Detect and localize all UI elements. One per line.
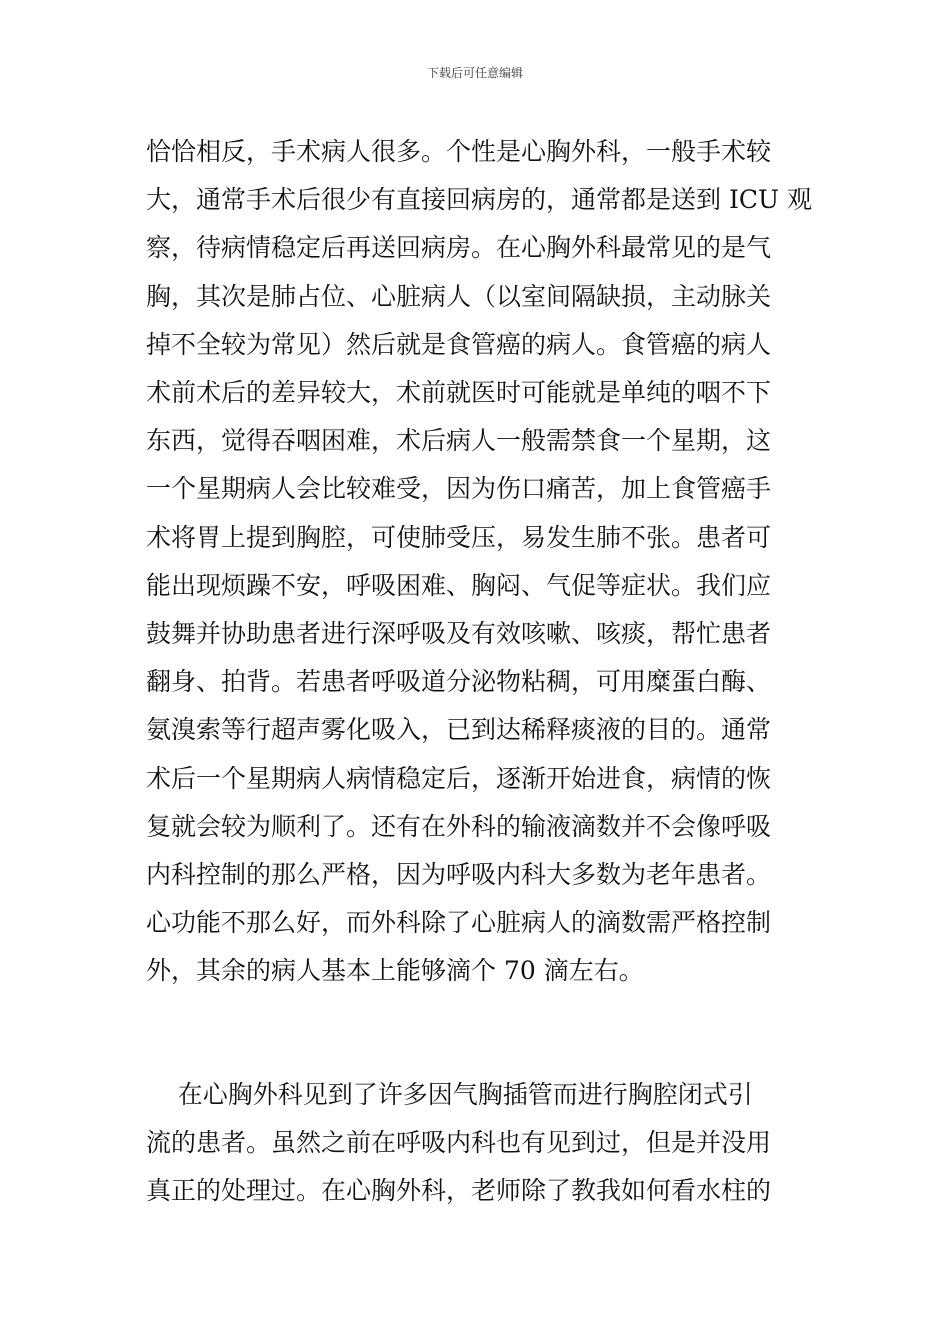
- text-line: 术将胃上提到胸腔，可使肺受压，易发生肺不张。患者可: [146, 522, 772, 552]
- text-line: 在心胸外科见到了许多因气胸插管而进行胸腔闭式引: [146, 1080, 753, 1109]
- text-line: 掉不全较为常见）然后就是食管癌的病人。食管癌的病人: [146, 329, 772, 359]
- text-line: 外，其余的病人基本上能够滴个 70 滴左右。: [146, 956, 644, 986]
- text-line: 流的患者。虽然之前在呼吸内科也有见到过，但是并没用: [146, 1128, 772, 1158]
- text-line: 心功能不那么好，而外科除了心脏病人的滴数需严格控制: [146, 908, 772, 938]
- text-line: 真正的处理过。在心胸外科，老师除了教我如何看水柱的: [146, 1176, 772, 1206]
- text-line: 一个星期病人会比较难受，因为伤口痛苦，加上食管癌手: [146, 474, 772, 504]
- text-line: 鼓舞并协助患者进行深呼吸及有效咳嗽、咳痰，帮忙患者: [146, 619, 772, 649]
- text-line: 翻身、拍背。若患者呼吸道分泌物粘稠，可用糜蛋白酶、: [146, 667, 772, 697]
- text-line: 东西，觉得吞咽困难，术后病人一般需禁食一个星期，这: [146, 426, 772, 456]
- paragraph-1: [146, 128, 812, 996]
- text-line: 术后一个星期病人病情稳定后，逐渐开始进食，病情的恢: [146, 763, 772, 793]
- page-header: 下载后可任意编辑: [426, 66, 523, 80]
- text-line: 内科控制的那么严格，因为呼吸内科大多数为老年患者。: [146, 860, 772, 890]
- text-line: 能出现烦躁不安，呼吸困难、胸闷、气促等症状。我们应: [146, 570, 772, 600]
- paragraph-2: [146, 1071, 808, 1216]
- text-line: 氨溴索等行超声雾化吸入，已到达稀释痰液的目的。通常: [146, 715, 772, 745]
- text-line: 大，通常手术后很少有直接回病房的，通常都是送到 ICU 观: [146, 185, 812, 215]
- text-line: 术前术后的差异较大，术前就医时可能就是单纯的咽不下: [146, 378, 772, 408]
- text-line: 复就会较为顺利了。还有在外科的输液滴数并不会像呼吸: [146, 811, 772, 841]
- text-line: 恰恰相反，手术病人很多。个性是心胸外科，一般手术较: [146, 137, 772, 166]
- text-line: 察，待病情稳定后再送回病房。在心胸外科最常见的是气: [146, 233, 772, 263]
- text-line: 胸，其次是肺占位、心脏病人（以室间隔缺损，主动脉关: [146, 281, 772, 311]
